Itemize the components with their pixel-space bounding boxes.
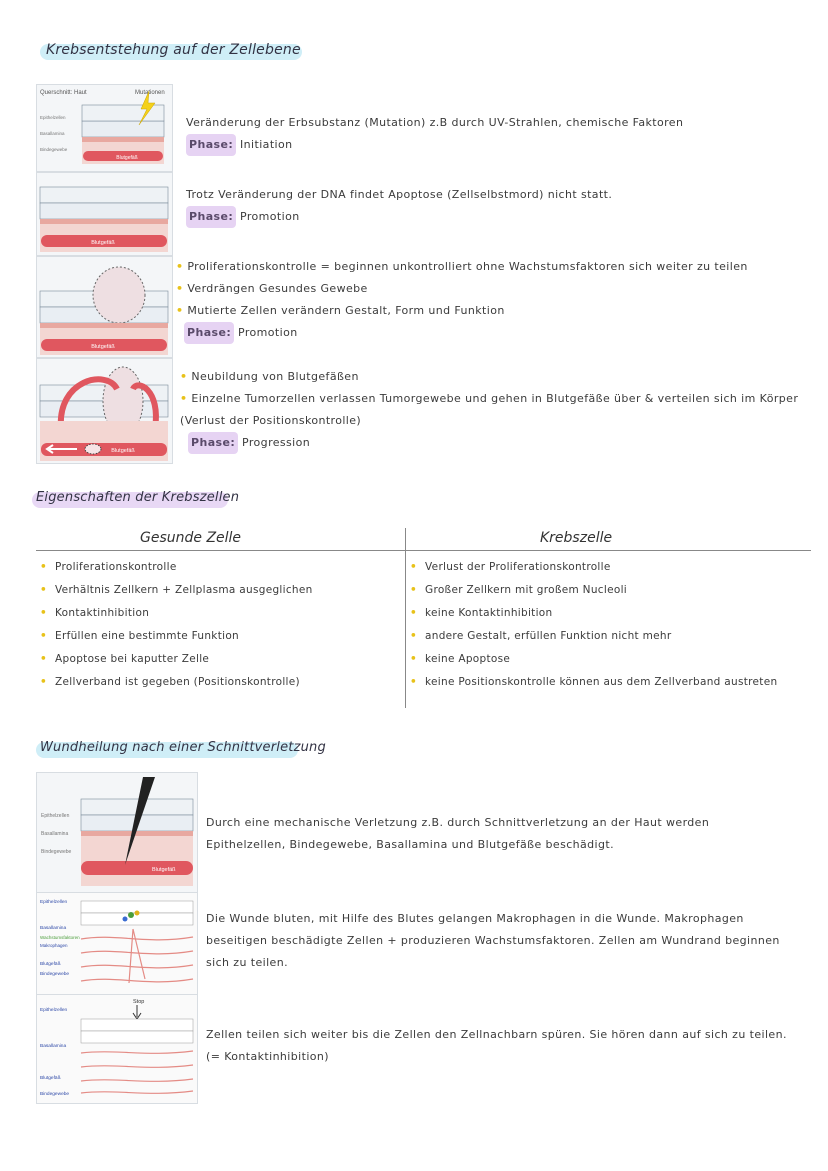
list-item: • keine Positionskontrolle können aus dem Zellverband austreten — [410, 671, 820, 694]
step2-line: Trotz Veränderung der DNA findet Apoptose (Zellselbstmord) nicht statt. — [186, 188, 613, 201]
figure-wound-contact-inhibition — [36, 994, 198, 1104]
macrophage-icon — [123, 917, 128, 922]
label-mutations: Mutationen — [135, 90, 165, 96]
label-connective: Bindegewebe — [40, 972, 70, 977]
step3-bullet-1: Proliferationskontrolle = beginnen unkontrolliert ohne Wachstumsfaktoren sich weiter zu teilen — [187, 260, 748, 273]
list-item: • Verlust der Proliferationskontrolle — [410, 556, 820, 579]
epithelial-cells — [82, 105, 164, 137]
label-cross-section: Querschnitt: Haut — [40, 90, 87, 96]
cancer-cell-list — [410, 556, 820, 694]
table-head-healthy: Gesunde Zelle — [140, 530, 242, 546]
list-item: • Zellverband ist gegeben (Positionskontrolle) — [40, 671, 400, 694]
table-head-cancer: Krebszelle — [540, 530, 613, 546]
step3-phase-value: Promotion — [238, 326, 298, 339]
label-basal: Basallamina — [40, 926, 67, 931]
step4-bullet-2: Einzelne Tumorzellen verlassen Tumorgewebe und gehen in Blutgefäße über & verteilen sich im Körper (Verlust der Positionskontrolle) — [180, 392, 799, 427]
step1-text — [186, 112, 806, 156]
wound-para-1: Durch eine mechanische Verletzung z.B. durch Schnittverletzung an der Haut werden Epithelzellen, Bindegewebe, Basallamina und Blutgefäße beschädigt. — [206, 816, 710, 851]
step3-text: • Proliferationskontrolle = beginnen unkontrolliert ohne Wachstumsfaktoren sich weiter zu teilen • Verdrängen Gesundes Gewebe • Mutierte Zellen verändern Gestalt, Form und Funktion Phase: Promotion — [176, 256, 816, 344]
label-basal: Basallamina — [40, 1044, 67, 1049]
list-item: • Kontaktinhibition — [40, 602, 400, 625]
step4-bullet-1: Neubildung von Blutgefäßen — [191, 370, 359, 383]
step2-phase-value: Promotion — [240, 210, 300, 223]
label-vessel: Blutgefäß — [116, 155, 138, 161]
blood-vessel — [81, 861, 193, 875]
wound-para-2: Die Wunde bluten, mit Hilfe des Blutes gelangen Makrophagen in die Wunde. Makrophagen beseitigen beschädigte Zellen + produzieren Wachstumsfaktoren. Zellen am Wundrand beginnen sich zu teilen. — [206, 912, 780, 969]
label-connective: Bindegewebe — [40, 1092, 70, 1097]
step1-line: Veränderung der Erbsubstanz (Mutation) z.B durch UV-Strahlen, chemische Faktoren — [186, 116, 684, 129]
label-macro: Makrophagen — [40, 943, 68, 948]
figure-wound-cut — [36, 772, 198, 894]
step4-phase-value: Progression — [242, 436, 311, 449]
figure-progression — [36, 358, 173, 464]
label-vessel: Blutgefäß — [91, 240, 115, 246]
section-title-cancer: Krebsentstehung auf der Zellebene — [46, 42, 301, 58]
figure-promotion-apoptosis — [36, 172, 173, 256]
list-item: • Verhältnis Zellkern + Zellplasma ausgeglichen — [40, 579, 400, 602]
tumor-mass — [93, 267, 145, 323]
figure-proliferation — [36, 256, 173, 358]
step3-bullet-2: Verdrängen Gesundes Gewebe — [187, 282, 368, 295]
label-vessel: Blutgefäß — [152, 867, 176, 873]
section-title-wound: Wundheilung nach einer Schnittverletzung — [40, 740, 326, 755]
list-item: • andere Gestalt, erfüllen Funktion nicht mehr — [410, 625, 820, 648]
label-stop: Stop — [133, 999, 145, 1005]
label-epithelial: Epithelzellen — [40, 115, 66, 120]
list-item: • Erfüllen eine bestimmte Funktion — [40, 625, 400, 648]
step1-phase-label: Phase: — [186, 134, 236, 156]
label-basal: Basallamina — [40, 131, 65, 136]
step4-phase-label: Phase: — [188, 432, 238, 454]
table-divider — [405, 528, 406, 708]
label-vessel: Blutgefäß — [111, 448, 135, 454]
growth-factor-icon — [128, 912, 134, 918]
tumor-cell — [85, 444, 101, 454]
label-basal: Basallamina — [41, 831, 69, 837]
step1-phase-value: Initiation — [240, 138, 293, 151]
list-item: • Proliferationskontrolle — [40, 556, 400, 579]
list-item: • keine Kontaktinhibition — [410, 602, 820, 625]
list-item: • Apoptose bei kaputter Zelle — [40, 648, 400, 671]
step4-text: • Neubildung von Blutgefäßen • Einzelne Tumorzellen verlassen Tumorgewebe und gehen in Blutgefäße über & verteilen sich im Körper (Verlust der Positionskontrolle) Phase: Progression — [180, 366, 810, 454]
section-title-properties: Eigenschaften der Krebszellen — [36, 490, 240, 505]
step2-phase-label: Phase: — [186, 206, 236, 228]
label-vessel: Blutgefäß — [40, 962, 61, 967]
label-growth: Wachstumsfaktoren — [40, 935, 80, 940]
label-epithelial: Epithelzellen — [40, 1008, 68, 1013]
step3-bullet-3: Mutierte Zellen verändern Gestalt, Form und Funktion — [187, 304, 505, 317]
step2-text — [186, 184, 806, 228]
basal-lamina — [82, 137, 164, 142]
list-item: • keine Apoptose — [410, 648, 820, 671]
step3-phase-label: Phase: — [184, 322, 234, 344]
list-item: • Großer Zellkern mit großem Nucleoli — [410, 579, 820, 602]
table-header-rule — [36, 550, 811, 551]
label-epithelial: Epithelzellen — [40, 900, 68, 905]
label-vessel: Blutgefäß — [91, 344, 115, 350]
label-connective: Bindegewebe — [41, 849, 72, 855]
label-epithelial: Epithelzellen — [41, 813, 70, 819]
figure-initiation — [36, 84, 173, 172]
label-vessel: Blutgefäß — [40, 1076, 61, 1081]
label-connective: Bindegewebe — [40, 147, 68, 152]
figure-wound-bleeding — [36, 892, 198, 996]
healthy-cell-list — [40, 556, 400, 694]
wound-para-3: Zellen teilen sich weiter bis die Zellen den Zellnachbarn spüren. Sie hören dann auf sich zu teilen. (= Kontaktinhibition) — [206, 1028, 787, 1063]
